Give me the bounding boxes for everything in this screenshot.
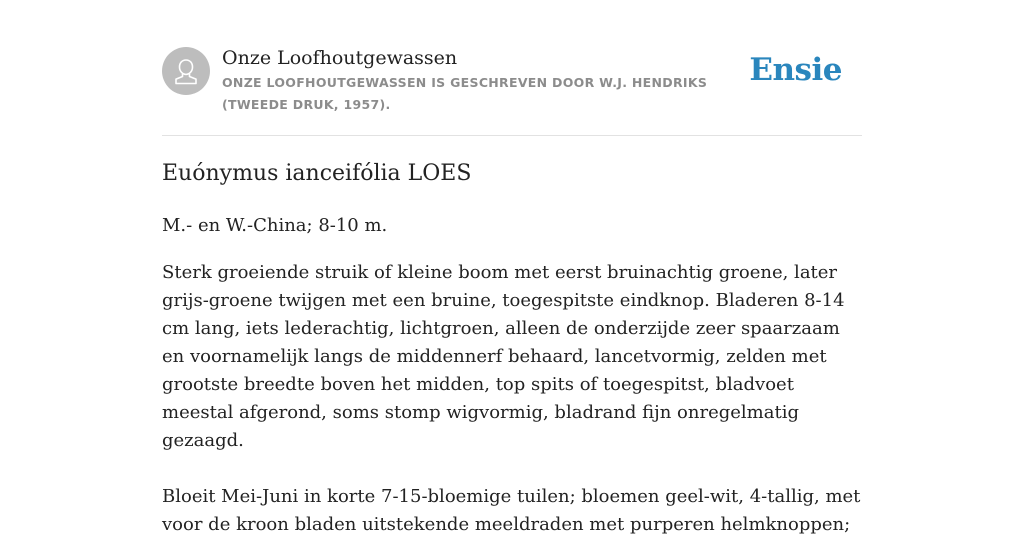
source-avatar[interactable] (162, 47, 210, 95)
source-header (162, 46, 862, 136)
entry-content (162, 212, 867, 539)
user-silhouette-icon (162, 47, 210, 95)
entry-description: Sterk groeiende struik of kleine boom met eerst bruinachtig groene, later grijs-groene twijgen met een bruine, toegespitste eindknop. Bladeren 8-14 cm lang, iets lederachtig, lichtgroen, alleen de onderzijde zeer spaarzaam en voornamelijk langs de middennerf behaard, lancetvormig, zelden met grootste breedte boven het midden, top spits of toegespitst, bladvoet meestal afgerond, soms stomp wigvormig, bladrand fijn onregelmatig gezaagd. (162, 262, 845, 451)
source-title[interactable]: Onze Loofhoutgewassen (222, 47, 458, 69)
entry-origin: M.- en W.-China; 8-10 m. (162, 215, 388, 236)
header-divider (162, 135, 862, 136)
source-description: ONZE LOOFHOUTGEWASSEN IS GESCHREVEN DOOR W.J. HENDRIKS (TWEEDE DRUK, 1957). (222, 75, 708, 112)
entry-title: Euónymus ianceifólia LOES (162, 161, 472, 186)
ensie-logo[interactable]: Ensie (749, 52, 842, 88)
entry-flowering: Bloeit Mei-Juni in korte 7-15-bloemige tuilen; bloemen geel-wit, 4-tallig, met voor de kroon bladen uitstekende meeldraden met purperen helmknoppen; (162, 486, 861, 535)
